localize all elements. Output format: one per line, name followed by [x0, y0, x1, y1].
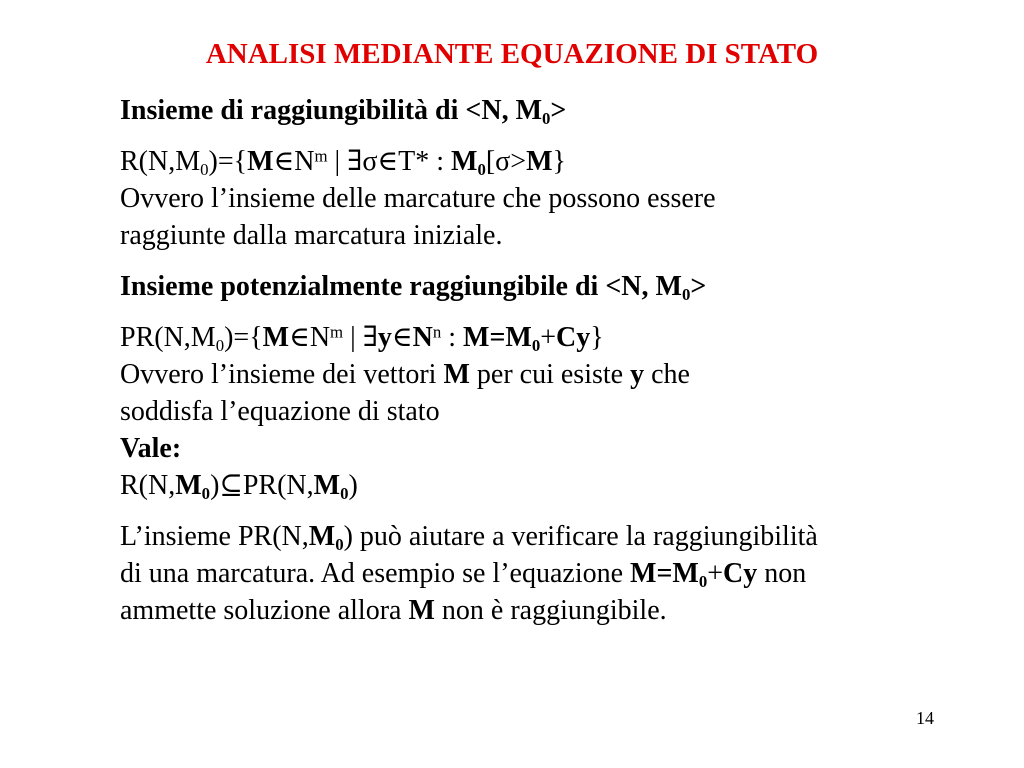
slide-body — [120, 92, 1000, 629]
potential-description-line-1: Ovvero l’insieme dei vettori M per cui esiste y che — [120, 359, 690, 390]
potential-reachability-formula: $PR(N,M_0)=\{M\in N^m$ | $\exists y\in N^n$ : $M=M_0+Cy$} — [120, 322, 604, 356]
vale-formula: $R(N,M_0)⊆PR(N,M_0)$ — [120, 470, 358, 504]
reachability-description-line-2: raggiunte dalla marcatura iniziale. — [120, 220, 503, 251]
potential-reachability-heading: Insieme potenzialmente raggiungibile di <N, $M_0>$ — [120, 271, 707, 305]
reachability-formula: $R(N,M_0)=\{M\in N^m$ | ∃σ∈T* : $M_0[\sigma>M\}$ — [120, 146, 566, 180]
slide-title: ANALISI MEDIANTE EQUAZIONE DI STATO — [205, 38, 819, 70]
final-paragraph-line-2: di una marcatura. Ad esempio se l’equazione $M=M_0+Cy$ non — [120, 558, 807, 592]
page-number: 14 — [916, 708, 934, 728]
final-paragraph-line-3: ammette soluzione allora M non è raggiungibile. — [120, 595, 667, 626]
reachability-heading: Insieme di raggiungibilità di <N, $M_0>$ — [120, 95, 567, 129]
potential-description-line-2: soddisfa l’equazione di stato — [120, 396, 440, 427]
reachability-description-line-1: Ovvero l’insieme delle marcature che possono essere — [120, 183, 716, 214]
final-paragraph-line-1: L’insieme $PR(N,M_0)$ può aiutare a verificare la raggiungibilità — [120, 521, 818, 555]
vale-label: Vale: — [120, 433, 182, 464]
